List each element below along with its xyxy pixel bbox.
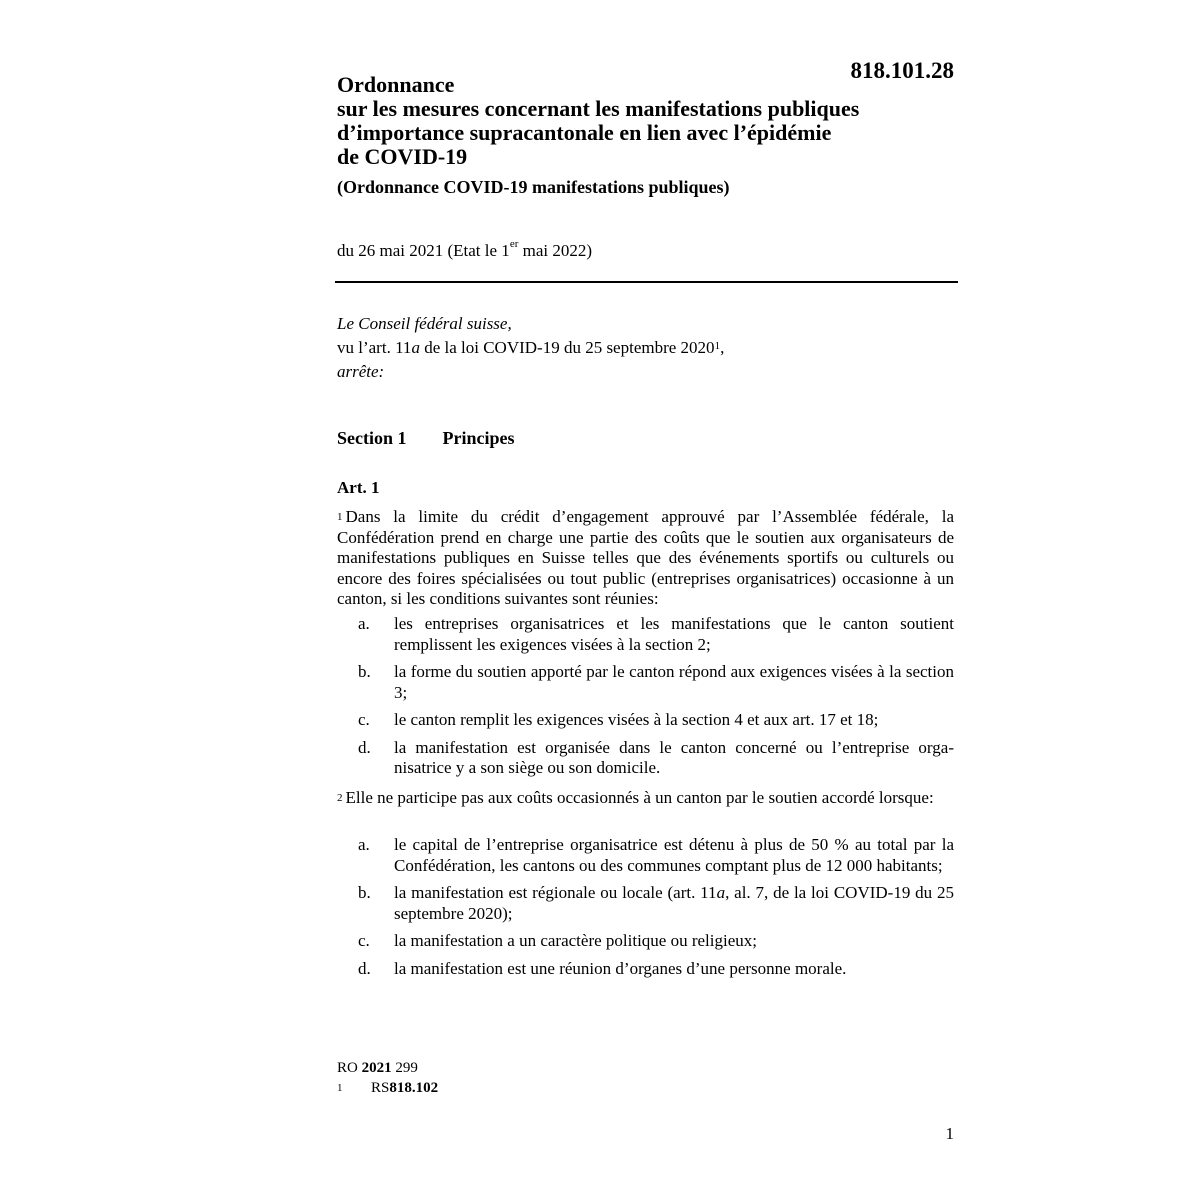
list-text-italic: a <box>716 883 726 902</box>
list-text: la manifestation a un caractère politique ou religieux; <box>394 931 757 950</box>
footnote-prefix: RS <box>371 1080 390 1096</box>
ro-prefix: RO <box>337 1060 362 1076</box>
date-superscript: er <box>509 238 519 250</box>
list-label: a. <box>358 614 370 633</box>
preamble <box>337 312 724 384</box>
paragraph-number: 1 <box>337 511 343 523</box>
list-label: d. <box>358 958 371 978</box>
ro-reference <box>337 1058 438 1078</box>
title-block <box>337 73 957 198</box>
list-text-suffix: , al. 7, de la loi COVID-19 du 25 septembre 2020); <box>394 883 954 923</box>
section-heading <box>337 428 515 449</box>
list-item <box>337 835 954 876</box>
list-label: c. <box>358 710 370 729</box>
date-suffix: mai 2022) <box>518 241 593 260</box>
title-line: sur les mesures concernant les manifestations publiques <box>337 96 860 121</box>
title-line: Ordonnance <box>337 72 455 97</box>
list-label: a. <box>358 835 370 854</box>
paragraph-number: 2 <box>337 792 343 804</box>
list-item <box>337 931 954 952</box>
list-text: le canton remplit les exigences visées à la section 4 et aux art. 17 et 18; <box>394 710 879 729</box>
list-text: la manifestation est une réunion d’organes d’une personne morale. <box>394 958 847 978</box>
page-number: 1 <box>945 1124 954 1143</box>
list-item <box>337 662 954 703</box>
title-line: d’importance supracantonale en lien avec l’épidémie <box>337 120 832 145</box>
paragraph-text: Dans la limite du crédit d’engagement approuvé par l’Assemblée fédérale, la Confédération prend en charge une partie des coûts que le soutien aux organisateurs de manifestations publiques en Suisse telles que des événements sportifs ou culturels ou encore des foires spécialisées ou tout public (entreprises organisatrices) occasionne à un canton, si les conditions suivantes sont réunies: <box>337 507 954 608</box>
footnote-ref[interactable]: 1 <box>714 340 721 352</box>
list-item <box>337 738 954 779</box>
condition-list <box>337 614 954 786</box>
footnote-ref-link[interactable]: 818.102 <box>389 1080 439 1096</box>
list-text <box>394 883 954 924</box>
footnote-number: 1 <box>337 1082 343 1094</box>
ro-page: 299 <box>391 1060 418 1076</box>
list-text: la forme du soutien apporté par le canton répond aux exigences visées à la section 3; <box>394 662 954 702</box>
date-prefix: du 26 mai 2021 (Etat le 1 <box>337 241 510 260</box>
date-line <box>337 238 593 261</box>
preamble-basis <box>337 336 724 360</box>
list-item <box>337 614 954 655</box>
list-label: b. <box>358 883 371 902</box>
paragraph-text: Elle ne participe pas aux coûts occasionnés à un canton par le soutien accordé lorsque: <box>345 788 934 807</box>
section-name: Principes <box>442 428 515 448</box>
basis-italic: a <box>411 338 420 357</box>
exclusion-list <box>337 835 954 986</box>
short-title: (Ordonnance COVID-19 manifestations publiques) <box>337 177 730 197</box>
basis-suffix: de la loi COVID-19 du 25 septembre 2020 <box>419 338 715 357</box>
footnote-1 <box>337 1078 438 1098</box>
list-text: la manifestation est organisée dans le canton concerné ou l’entreprise organisatrice y a son siège ou son domicile. <box>394 737 954 777</box>
preamble-decrees: arrête: <box>337 362 385 381</box>
list-text-prefix: la manifestation est régionale ou locale (art. 11 <box>394 883 717 902</box>
ro-year: 2021 <box>361 1060 392 1076</box>
list-item <box>337 959 954 980</box>
list-label: c. <box>358 931 370 950</box>
paragraph-2 <box>337 788 954 809</box>
list-text: les entreprises organisatrices et les manifestations que le canton soutient remplissent les exigences visées à la section 2; <box>394 614 954 654</box>
basis-prefix: vu l’art. 11 <box>337 338 412 357</box>
list-item <box>337 710 954 731</box>
paragraph-1 <box>337 507 954 610</box>
basis-end: , <box>720 338 725 357</box>
horizontal-rule <box>335 281 958 283</box>
title-line: de COVID-19 <box>337 144 468 169</box>
sr-number: 818.101.28 <box>850 58 954 83</box>
list-item <box>337 883 954 924</box>
section-number: Section 1 <box>337 428 407 448</box>
article-heading: Art. 1 <box>337 478 380 497</box>
list-label: d. <box>358 737 371 757</box>
preamble-authority: Le Conseil fédéral suisse, <box>337 314 512 333</box>
list-label: b. <box>358 662 371 681</box>
footnotes <box>337 1058 438 1098</box>
list-text: le capital de l’entreprise organisatrice est détenu à plus de 50 % au total par la Confédération, les cantons ou des communes comptant plus de 12 000 habitants; <box>394 835 954 875</box>
